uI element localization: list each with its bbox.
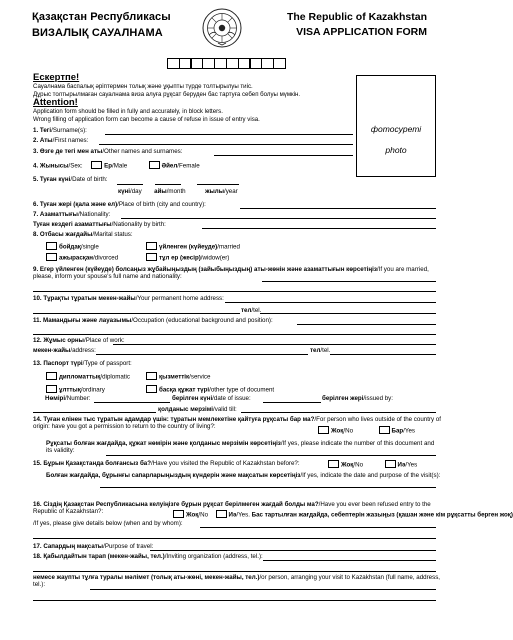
nationality-line[interactable] (121, 218, 436, 219)
label-kz: 11. Мамандығы және лауазымы (33, 317, 132, 324)
code-box[interactable] (167, 58, 180, 69)
visited-yes-checkbox[interactable] (385, 460, 396, 468)
office-code-boxes[interactable] (167, 58, 285, 69)
label-kz: Туған кездегі азаматтығы (33, 221, 112, 228)
form-name-en: VISA APPLICATION FORM (296, 26, 427, 39)
label-en: /Marital status: (92, 231, 133, 238)
visited-before-options (328, 460, 417, 469)
form-title-kz (32, 10, 171, 42)
code-box[interactable] (202, 58, 215, 69)
warning-text-en-2: Wrong filling of application form can become a cause of refuse in issue of entry visa. (33, 115, 260, 123)
label-en: /Place of birth (city and country): (117, 201, 206, 208)
state-emblem-icon (202, 8, 242, 48)
surname-line[interactable] (105, 134, 353, 135)
tel-label-kz: тел (241, 307, 252, 314)
married-label-en: /married (217, 243, 240, 251)
label-en: /Surname(s): (51, 127, 87, 134)
label-en: /Your permanent home address: (135, 295, 224, 302)
code-box[interactable] (261, 58, 274, 69)
label-en: /or person, arranging your visit to Kazakhstan (full name, address, tel.): (33, 574, 441, 589)
field-occupation (33, 317, 273, 324)
home-tel-label (241, 307, 261, 314)
label-kz: немесе жаупты тұлға туралы мәлімет (толық аты-жөні, мекен-жайы, тел.) (33, 574, 260, 581)
single-checkbox[interactable] (46, 242, 57, 250)
issue-date-label (172, 395, 251, 402)
passport-ordinary (46, 385, 105, 394)
field-marital-status (33, 231, 133, 238)
occupation-line[interactable] (297, 324, 436, 325)
label-kz: 10. Тұрақты тұратын мекен-жайы (33, 295, 136, 302)
ordinary-label-en: /ordinary (80, 386, 105, 394)
return-document-line[interactable] (106, 455, 436, 456)
field-surname (33, 127, 87, 134)
diplomatic-label-en: /diplomatic (100, 373, 130, 381)
code-box[interactable] (191, 58, 204, 69)
inviting-person-line[interactable] (90, 589, 436, 590)
widow-label-kz: тұл ер (жесір) (159, 254, 201, 262)
no-label-kz: Жоқ (331, 427, 344, 435)
number-label-en: /Number: (65, 395, 91, 402)
place-of-birth-line[interactable] (240, 208, 436, 209)
refused-entry-details (33, 520, 183, 527)
warning-title-kz: Ескертпе! (33, 72, 80, 83)
label-en: /First names: (52, 137, 89, 144)
code-box[interactable] (250, 58, 263, 69)
number-label-kz: Нөмірі (45, 395, 66, 402)
marital-widow (146, 253, 229, 262)
tel-label-kz: тел (310, 347, 321, 354)
label-en: /If yes, please indicate the number of this document and its validity: (46, 440, 435, 455)
no-label-kz: Жоқ (186, 511, 199, 519)
refused-yes-checkbox[interactable] (216, 510, 227, 518)
day-label-en: /day (130, 188, 142, 195)
service-label-kz: қызметтік (159, 373, 190, 381)
label-kz: 16. Сіздің Қазақстан Республикасына келуіңізге бұрын рұқсат берілмеген жағдай болды ма? (33, 501, 319, 508)
label-kz: 12. Жұмыс орны (33, 337, 84, 344)
purpose-line[interactable] (150, 550, 436, 551)
no-label-kz: Жоқ (341, 461, 354, 469)
spouse-line-1[interactable] (262, 281, 436, 282)
label-en: /If you are married, please, inform your spouse's full name and nationality: (33, 266, 429, 281)
field-nationality (33, 211, 110, 218)
widow-label-en: /widow(er) (200, 254, 230, 262)
label-kz: 5. Туған күні (33, 176, 71, 183)
label-kz: Болған жағдайда, бұрынғы сапарларыңыздың күндерін және мақсатын көрсетіңіз (46, 472, 301, 479)
return-permission-options (318, 426, 415, 435)
issued-by-label (322, 395, 393, 402)
male-label-kz: Ер (104, 162, 113, 170)
refused-details-line[interactable] (200, 527, 436, 528)
ordinary-label-kz: ұлттық (59, 386, 81, 394)
code-box[interactable] (214, 58, 227, 69)
label-en: /Other names and surnames: (102, 148, 183, 155)
marital-divorced (46, 253, 118, 262)
form-name-kz: ВИЗАЛЫҚ САУАЛНАМА (32, 26, 163, 39)
visited-no-checkbox[interactable] (328, 460, 339, 468)
dob-day-line[interactable] (117, 184, 143, 185)
female-checkbox[interactable] (149, 161, 160, 169)
home-address-line-2[interactable] (33, 313, 240, 314)
service-label-en: /service (189, 373, 211, 381)
republic-name-kz: Қазақстан Республикасы (32, 11, 171, 23)
label-kz: 8. Отбасы жағдайы (33, 231, 93, 238)
label-kz: 18. Қабылдайтын тарап (мекен-жайы, тел.) (33, 553, 165, 560)
code-box[interactable] (238, 58, 251, 69)
field-return-document (46, 440, 442, 454)
service-checkbox[interactable] (146, 372, 157, 380)
label-kz: 13. Паспорт түрі (33, 360, 83, 367)
valid-till-label (158, 406, 237, 413)
field-inviting-organization (33, 553, 263, 560)
tel-label-en: /tel. (320, 347, 331, 354)
label-en: /Nationality by birth: (111, 221, 166, 228)
spouse-line-2[interactable] (33, 291, 436, 292)
first-names-line[interactable] (99, 144, 353, 145)
tel-label-en: /tel. (251, 307, 262, 314)
issued-by-label-en: /issued by: (363, 395, 393, 402)
passport-diplomatic (46, 372, 130, 381)
passport-number-line[interactable] (94, 402, 170, 403)
ordinary-checkbox[interactable] (46, 385, 57, 393)
yes-label-en: /Yes. (236, 511, 250, 519)
passport-number-label (45, 395, 91, 402)
label-en: /Type of passport: (82, 360, 132, 367)
dob-subfields (118, 188, 238, 195)
label-en: /Place of work: (83, 337, 125, 344)
work-tel-label (310, 347, 330, 354)
other-label-en: /other type of document (209, 386, 275, 394)
divorced-checkbox[interactable] (46, 253, 57, 261)
return-yes-checkbox[interactable] (379, 426, 390, 434)
single-label-en: /single (80, 243, 99, 251)
label-kz: 7. Азаматтығы (33, 211, 78, 218)
label-kz: 1. Тегі (33, 127, 52, 134)
label-en: /Nationality: (77, 211, 111, 218)
month-label-en: /month (166, 188, 186, 195)
passport-service (146, 372, 210, 381)
yes-label-kz: Иә (397, 461, 406, 469)
yes-label-kz: Бар (391, 427, 404, 435)
label-en: /Have you visited the Republic of Kazakhstan before?: (151, 460, 300, 467)
code-box[interactable] (226, 58, 239, 69)
label-kz: Рұқсаты болған жағдайда, құжат нөмірін және қолданыс мерзімін көрсетіңіз (46, 440, 281, 447)
label-kz: 17. Сапардың мақсаты (33, 543, 104, 550)
year-label-kz: жылы (205, 188, 224, 195)
no-label-en: /No (343, 427, 354, 435)
warning-text-en-1: Application form should be filled in fully and accurately, in block letters. (33, 108, 223, 116)
label-en: /Inviting organization (address, tel.): (164, 553, 263, 560)
other-document-checkbox[interactable] (146, 385, 157, 393)
code-box[interactable] (273, 58, 286, 69)
divorced-label-kz: ажырасқан (59, 254, 94, 262)
field-purpose-of-travel (33, 543, 153, 550)
valid-till-line[interactable] (241, 412, 436, 413)
divorced-label-en: /divorced (93, 254, 119, 262)
work-address-line[interactable] (96, 354, 308, 355)
valid-label-kz: қолданыс мерзімі (158, 406, 214, 413)
work-tel-line[interactable] (330, 354, 436, 355)
marital-married (146, 242, 240, 251)
dob-year-line[interactable] (197, 184, 239, 185)
issue-date-line[interactable] (263, 402, 321, 403)
field-inviting-person (33, 574, 445, 588)
field-first-names (33, 137, 88, 144)
marital-single (46, 242, 99, 251)
label-en: /Occupation (educational background and position): (131, 317, 273, 324)
label-kz: 9. Егер үйленген (күйеуде) болсаңыз жұбайыңыздың (зайыбыңыздың) аты-жөнін және азаматтығын көрсетіңіз (33, 266, 377, 273)
married-label-kz: үйленген (күйеуде) (159, 243, 218, 251)
place-of-work-line[interactable] (113, 344, 436, 345)
other-label-kz: басқа құжат түрі (159, 386, 210, 394)
female-label-en: /Female (177, 162, 200, 170)
warning-text-kz-2: Дұрыс толтырылмаған сауалнама виза алуға рұқсат беруден бас тартуға себеп болуы мүмкін. (33, 90, 301, 98)
yes-label-en: /Yes (403, 427, 415, 435)
dob-month-line[interactable] (155, 184, 181, 185)
warning-text-kz-1: Сауалнама баспалық әріптермен толық және ұқыпты түрде толтырылуы тиіс. (33, 82, 253, 90)
label-kz: 3. Өзге де тегі мен аты (33, 148, 103, 155)
inviting-person-line-2[interactable] (33, 600, 436, 601)
code-box[interactable] (179, 58, 192, 69)
month-label-kz: айы (154, 188, 167, 195)
field-place-of-birth (33, 201, 206, 208)
issue-label-en: /date of issue: (212, 395, 251, 402)
male-label-en: /Male (112, 162, 128, 170)
label-en: /Purpose of travel: (103, 543, 154, 550)
label-kz: 2. Аты (33, 137, 53, 144)
address-label-kz: мекен-жайы (33, 347, 71, 354)
nationality-by-birth-line[interactable] (202, 228, 436, 229)
married-checkbox[interactable] (146, 242, 157, 250)
field-nationality-by-birth (33, 221, 166, 228)
field-sex (33, 161, 200, 170)
inviting-organization-line[interactable] (263, 560, 436, 561)
refused-details-line-2[interactable] (33, 538, 436, 539)
label-kz: 15. Бұрын Қазақстанда болғансыз ба? (33, 460, 151, 467)
issued-by-line[interactable] (33, 412, 156, 413)
yes-label-kz: Иә (228, 511, 237, 519)
issued-by-label-kz: берілген жері (322, 395, 364, 402)
refused-no-checkbox[interactable] (173, 510, 184, 518)
diplomatic-checkbox[interactable] (46, 372, 57, 380)
home-tel-line[interactable] (260, 313, 436, 314)
other-names-line[interactable] (214, 155, 353, 156)
form-title-en (287, 10, 427, 40)
label-en: /For person who lives outside of the country of origin: have you got a permission to return to the country of living?: (33, 416, 441, 431)
refused-entry-options (173, 510, 513, 519)
field-home-address (33, 295, 224, 302)
reason-label-kz: Бас тартылған жағдайда, себептерін жазыңыз (қашан және кім рұқсатты берген жоқ) (251, 511, 513, 519)
label-en: /If yes, indicate the date and purpose of the visit(s): (300, 472, 441, 479)
issue-label-kz: берілген күні (172, 395, 213, 402)
field-spouse (33, 266, 445, 280)
day-label-kz: күні (118, 188, 130, 195)
photo-label-kz: фотосуреті (370, 124, 422, 134)
male-checkbox[interactable] (91, 161, 102, 169)
female-label-kz: Әйел (161, 162, 178, 170)
diplomatic-label-kz: дипломаттық (59, 373, 101, 381)
field-passport-type (33, 360, 132, 367)
work-address-label (33, 347, 96, 354)
field-date-of-birth (33, 176, 108, 183)
field-place-of-work (33, 337, 125, 344)
inviting-organization-line-2[interactable] (33, 571, 436, 572)
occupation-line-2[interactable] (33, 334, 436, 335)
yes-label-en: /Yes (405, 461, 418, 469)
label-en: /Sex: (68, 162, 83, 170)
valid-label-en: /valid till: (213, 406, 237, 413)
reason-label-en: /If yes, please give details below (when and by whom): (33, 520, 183, 527)
photo-box[interactable] (356, 75, 436, 177)
no-label-en: /No (198, 511, 209, 519)
widow-checkbox[interactable] (146, 253, 157, 261)
warning-title-en: Attention! (33, 97, 78, 109)
label-kz: 4. Жынысы (33, 162, 69, 170)
photo-label-en: photo (385, 145, 407, 155)
previous-visits-line[interactable] (100, 487, 436, 488)
republic-name-en: The Republic of Kazakhstan (286, 11, 427, 23)
warning-block (33, 73, 345, 123)
field-visited-before (33, 460, 300, 467)
year-label-en: /year (223, 188, 238, 195)
label-en: /Date of birth: (70, 176, 108, 183)
label-en: /Have you ever been refused entry to the Republic of Kazakhstan?: (33, 501, 431, 516)
no-label-en: /No (353, 461, 364, 469)
label-kz: 14. Туған елінен тыс тұратын адамдар үшін: тұратын мемлекетіне қайтуға рұқсаты бар ма? (33, 416, 315, 423)
single-label-kz: бойдақ (59, 243, 81, 251)
passport-other (146, 385, 274, 394)
label-kz: 6. Туған жері (қала және ел) (33, 201, 118, 208)
return-no-checkbox[interactable] (318, 426, 329, 434)
field-other-names (33, 148, 182, 155)
field-previous-visits (46, 472, 442, 479)
address-label-en: /address: (70, 347, 96, 354)
home-address-line[interactable] (225, 302, 436, 303)
